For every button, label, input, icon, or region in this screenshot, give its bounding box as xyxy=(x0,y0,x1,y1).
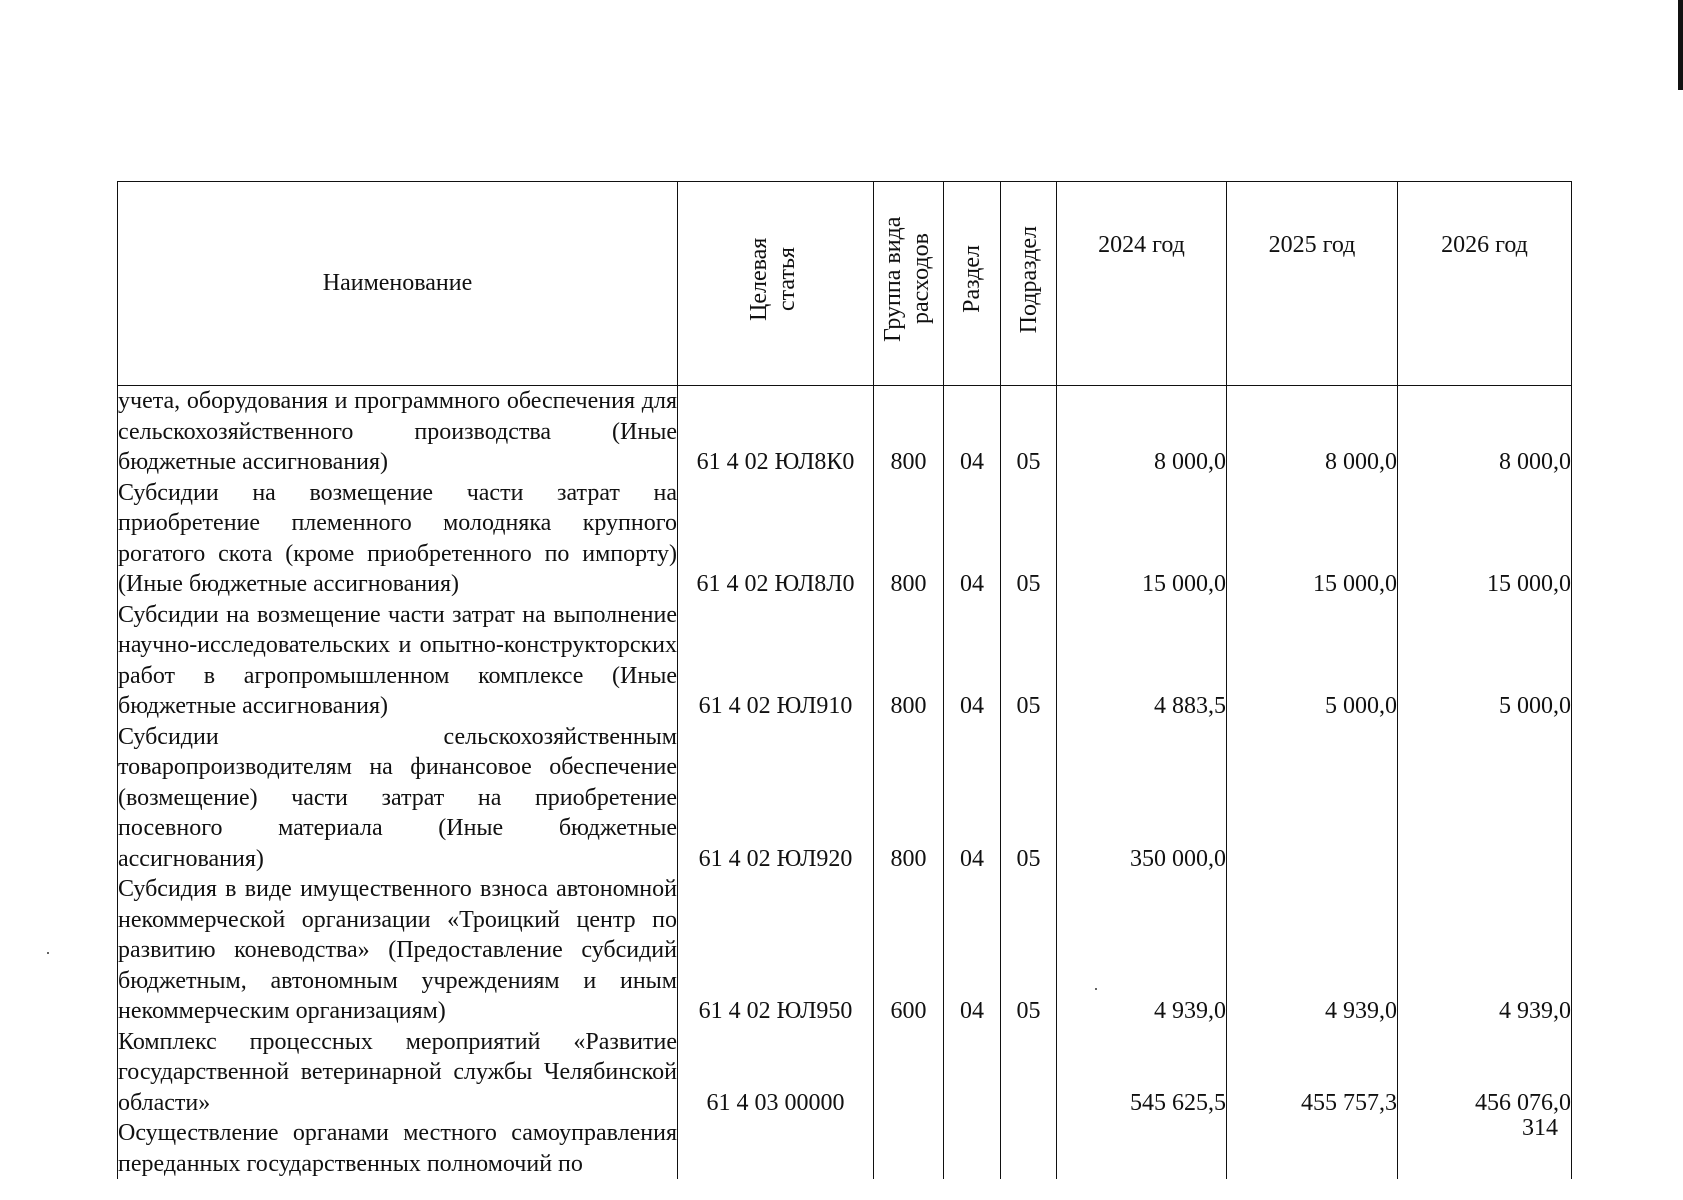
table-row xyxy=(118,722,1572,875)
row-section: 04 xyxy=(944,722,1001,875)
row-2024: 15 000,0 xyxy=(1057,478,1227,600)
row-2024: 4 883,5 xyxy=(1057,600,1227,722)
row-name: Комплекс процессных мероприятий «Развитие государственной ветеринарной службы Челябинской области» xyxy=(118,1027,678,1119)
header-name: Наименование xyxy=(118,182,678,386)
row-2024: 545 625,5 xyxy=(1057,1027,1227,1119)
row-2024: 8 000,0 xyxy=(1057,386,1227,478)
row-code: 61 4 03 00000 xyxy=(678,1027,874,1119)
row-name: Осуществление органами местного самоуправления переданных государственных полномочий по xyxy=(118,1118,678,1179)
row-2025 xyxy=(1227,722,1398,875)
table-row xyxy=(118,478,1572,600)
row-subsection: 05 xyxy=(1001,386,1057,478)
table-row xyxy=(118,600,1572,722)
table-row xyxy=(118,1118,1572,1179)
row-group xyxy=(874,1027,944,1119)
row-2024: 4 939,0 xyxy=(1057,874,1227,1027)
row-group: 800 xyxy=(874,478,944,600)
header-group: Группа вида расходов xyxy=(874,182,944,386)
header-row xyxy=(118,182,1572,386)
row-code: 61 4 02 ЮЛ950 xyxy=(678,874,874,1027)
row-group: 800 xyxy=(874,722,944,875)
table-row xyxy=(118,874,1572,1027)
row-2026: 5 000,0 xyxy=(1398,600,1572,722)
row-section: 04 xyxy=(944,478,1001,600)
row-2026: 4 939,0 xyxy=(1398,874,1572,1027)
row-subsection: 05 xyxy=(1001,722,1057,875)
table-row xyxy=(118,386,1572,478)
page-number: 314 xyxy=(1522,1115,1558,1141)
row-2025: 4 939,0 xyxy=(1227,874,1398,1027)
row-2024 xyxy=(1057,1118,1227,1179)
row-2026: 15 000,0 xyxy=(1398,478,1572,600)
row-2025: 15 000,0 xyxy=(1227,478,1398,600)
row-section: 04 xyxy=(944,386,1001,478)
scan-dot xyxy=(47,952,49,954)
header-2024: 2024 год xyxy=(1057,182,1227,386)
row-2026: 456 076,0 xyxy=(1398,1027,1572,1119)
row-subsection xyxy=(1001,1027,1057,1119)
row-section xyxy=(944,1118,1001,1179)
row-2025: 5 000,0 xyxy=(1227,600,1398,722)
row-2025: 455 757,3 xyxy=(1227,1027,1398,1119)
row-group: 600 xyxy=(874,874,944,1027)
row-section: 04 xyxy=(944,600,1001,722)
row-code: 61 4 02 ЮЛ920 xyxy=(678,722,874,875)
row-2024: 350 000,0 xyxy=(1057,722,1227,875)
budget-table xyxy=(117,181,1572,1179)
row-name: Субсидии сельскохозяйственным товаропроизводителям на финансовое обеспечение (возмещение) части затрат на приобретение посевного материала (Иные бюджетные ассигнования) xyxy=(118,722,678,875)
row-section xyxy=(944,1027,1001,1119)
header-2025: 2025 год xyxy=(1227,182,1398,386)
row-subsection: 05 xyxy=(1001,478,1057,600)
row-name: Субсидия в виде имущественного взноса автономной некоммерческой организации «Троицкий центр по развитию коневодства» (Предоставление субсидий бюджетным, автономным учреждениям и иным некоммерческим организациям) xyxy=(118,874,678,1027)
header-subsection: Подраздел xyxy=(1001,182,1057,386)
row-subsection: 05 xyxy=(1001,600,1057,722)
row-name: Субсидии на возмещение части затрат на приобретение племенного молодняка крупного рогатого скота (кроме приобретенного по импорту) (Иные бюджетные ассигнования) xyxy=(118,478,678,600)
row-2026 xyxy=(1398,722,1572,875)
row-code: 61 4 02 ЮЛ910 xyxy=(678,600,874,722)
row-subsection xyxy=(1001,1118,1057,1179)
row-code xyxy=(678,1118,874,1179)
scan-edge-mark xyxy=(1678,0,1683,90)
row-section: 04 xyxy=(944,874,1001,1027)
header-2026: 2026 год xyxy=(1398,182,1572,386)
row-group: 800 xyxy=(874,600,944,722)
table-row xyxy=(118,1027,1572,1119)
row-2025: 8 000,0 xyxy=(1227,386,1398,478)
row-code: 61 4 02 ЮЛ8К0 xyxy=(678,386,874,478)
row-name: Субсидии на возмещение части затрат на выполнение научно-исследовательских и опытно-конструкторских работ в агропромышленном комплексе (Иные бюджетные ассигнования) xyxy=(118,600,678,722)
row-group: 800 xyxy=(874,386,944,478)
row-name: учета, оборудования и программного обеспечения для сельскохозяйственного производства (Иные бюджетные ассигнования) xyxy=(118,386,678,478)
row-2026: 8 000,0 xyxy=(1398,386,1572,478)
row-subsection: 05 xyxy=(1001,874,1057,1027)
header-section: Раздел xyxy=(944,182,1001,386)
row-2025 xyxy=(1227,1118,1398,1179)
row-group xyxy=(874,1118,944,1179)
row-code: 61 4 02 ЮЛ8Л0 xyxy=(678,478,874,600)
header-target: Целевая статья xyxy=(678,182,874,386)
